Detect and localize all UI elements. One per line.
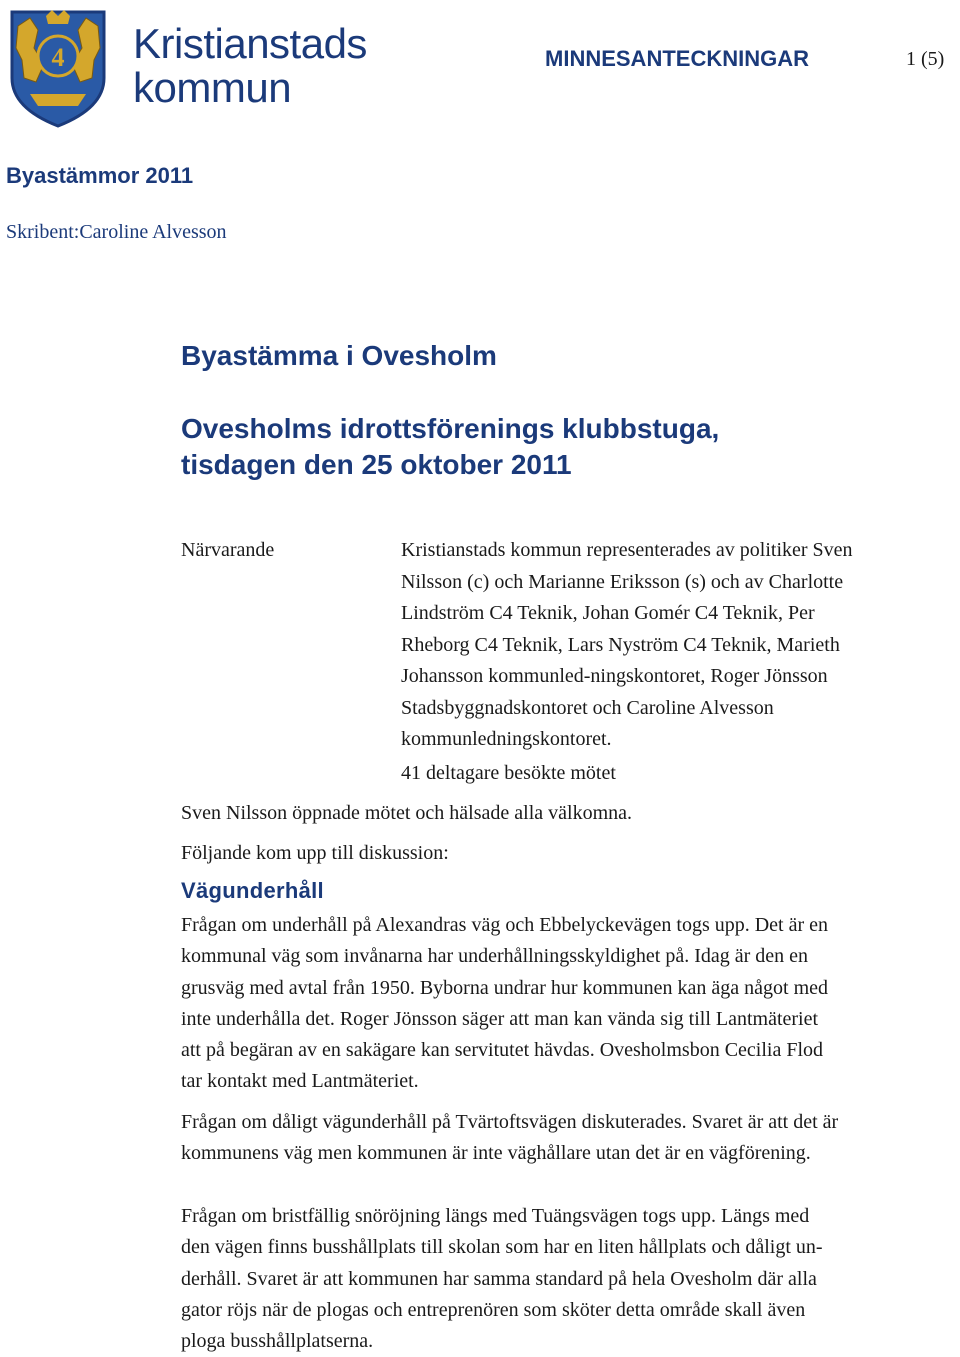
attendance-line: Rheborg C4 Teknik, Lars Nyström C4 Teknik, Marieth: [401, 633, 840, 656]
author-line: Skribent:Caroline Alvesson: [6, 221, 227, 243]
paragraph-line: inte underhålla det. Roger Jönsson säger att man kan vända sig till Lantmäteriet: [181, 1007, 819, 1030]
attendance-label: Närvarande: [181, 539, 275, 561]
wordmark-line-1: Kristianstads: [133, 20, 367, 67]
venue-line-1: Ovesholms idrottsförenings klubbstuga,: [181, 413, 720, 444]
paragraph-tvartoftsvagen: [181, 1107, 959, 1170]
section-heading: Vägunderhåll: [181, 878, 324, 903]
paragraph-line: grusväg med avtal från 1950. Byborna undrar hur kommunen kan äga något med: [181, 976, 829, 999]
svg-text:4: 4: [51, 43, 65, 72]
paragraph-line: tar kontakt med Lantmäteriet.: [181, 1070, 419, 1093]
series-title: Byastämmor 2011: [6, 163, 194, 188]
wordmark-line-2: kommun: [133, 64, 292, 111]
paragraph-line: att på begäran av en sakägare kan servitutet hävdas. Ovesholmsbon Cecilia Flod: [181, 1039, 824, 1062]
attendance-line: Stadsbyggnadskontoret och Caroline Alvesson: [401, 696, 774, 719]
paragraph-line: kommunens väg men kommunen är inte väghållare utan det är en vägförening.: [181, 1142, 811, 1165]
coat-of-arms-icon: [8, 8, 108, 128]
document-type: MINNESANTECKNINGAR: [545, 46, 809, 71]
meeting-title: Byastämma i Ovesholm: [181, 340, 497, 371]
attendance-line: Kristianstads kommun representerades av politiker Sven: [401, 539, 853, 561]
paragraph-road-maintenance: [181, 910, 959, 1098]
municipality-wordmark: [133, 22, 367, 110]
attendance-text: [401, 535, 941, 756]
opening-remark: Sven Nilsson öppnade mötet och hälsade alla välkomna.: [181, 802, 633, 824]
paragraph-line: kommunal väg som invånarna har underhållningsskyldighet på. Idag är den en: [181, 945, 809, 968]
paragraph-line: Frågan om underhåll på Alexandras väg och Ebbelyckevägen togs upp. Det är en: [181, 914, 829, 936]
attendance-line: Nilsson (c) och Marianne Eriksson (s) och av Charlotte: [401, 570, 844, 593]
paragraph-line: gator röjs när de plogas och entreprenören som sköter detta område skall även: [181, 1298, 806, 1321]
paragraph-line: ploga busshållplatserna.: [181, 1330, 374, 1353]
meeting-venue: [181, 411, 719, 483]
attendance-line: Johansson kommunled-ningskontoret, Roger Jönsson: [401, 665, 828, 687]
discussion-intro: Följande kom upp till diskussion:: [181, 842, 449, 864]
page-number: 1 (5): [906, 48, 945, 70]
paragraph-snow-clearing: [181, 1201, 959, 1357]
paragraph-line: Frågan om dåligt vägunderhåll på Tvärtoftsvägen diskuterades. Svaret är att det är: [181, 1111, 839, 1133]
paragraph-line: den vägen finns busshållplats till skolan som har en liten hållplats och dåligt un-: [181, 1236, 823, 1259]
paragraph-line: derhåll. Svaret är att kommunen har samma standard på hela Ovesholm där alla: [181, 1267, 817, 1290]
attendance-line: kommunledningskontoret.: [401, 728, 612, 750]
attendance-line: Lindström C4 Teknik, Johan Gomér C4 Teknik, Per: [401, 602, 815, 624]
venue-line-2: tisdagen den 25 oktober 2011: [181, 449, 572, 480]
paragraph-line: Frågan om bristfällig snöröjning längs med Tuängsvägen togs upp. Längs med: [181, 1205, 810, 1227]
attendance-count: 41 deltagare besökte mötet: [401, 762, 616, 784]
